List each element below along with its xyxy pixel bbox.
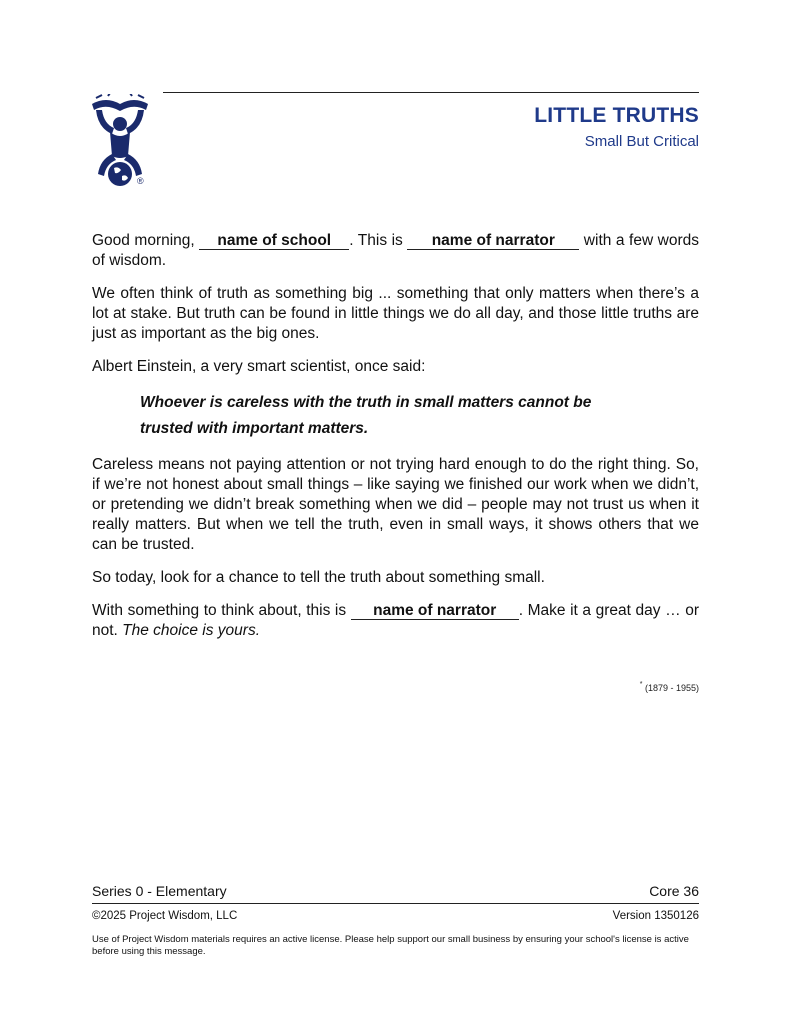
school-name-blank: name of school (199, 233, 349, 250)
careless-paragraph: Careless means not paying attention or not trying hard enough to do the right thing. So, if we’re not honest about small things – like saying we finished our work when we didn’t, or pretending we didn’t break something when we did – people may not trust us when it really matters. But when we tell the truth, even in small ways, it shows others that we can be trusted. (92, 456, 699, 553)
greeting-text-start: Good morning, (92, 232, 200, 249)
greeting-text-end: with a few words of wisdom. (92, 232, 699, 269)
truth-paragraph: We often think of truth as something big ... something that only matters when there’s a lot at stake. But truth can be found in little things we do all day, and those little truths are just as important as the big ones. (92, 285, 699, 342)
today-paragraph: So today, look for a chance to tell the truth about something small. (92, 569, 545, 586)
closing-paragraph (92, 601, 699, 641)
choice-tagline: The choice is yours. (122, 622, 261, 639)
einstein-dates (640, 683, 699, 693)
license-notice: Use of Project Wisdom materials requires an active license. Please help support our small business by ensuring your school's license is active before using this message. (92, 934, 689, 957)
page-subtitle: Small But Critical (584, 133, 699, 150)
copyright-text: ©2025 Project Wisdom, LLC (92, 910, 238, 922)
footer-rule (92, 903, 699, 904)
closing-narrator-blank: name of narrator (351, 603, 519, 620)
header-rule (163, 92, 699, 93)
closing-text-start: With something to think about, this is (92, 602, 351, 619)
footer-copyright-row (92, 910, 699, 922)
footer-series-row (92, 883, 699, 899)
series-label: Series 0 - Elementary (92, 883, 227, 899)
registered-mark: ® (137, 176, 144, 186)
dates-text: (1879 - 1955) (644, 683, 699, 693)
einstein-quote (140, 390, 699, 442)
core-label: Core 36 (649, 883, 699, 899)
page-title: LITTLE TRUTHS (534, 104, 699, 127)
quote-line-1: Whoever is careless with the truth in small matters cannot be (140, 394, 592, 411)
footnote-mark: * (639, 681, 643, 688)
narrator-name-blank: name of narrator (407, 233, 579, 250)
greeting-text-mid: . This is (349, 232, 408, 249)
version-text: Version 1350126 (612, 910, 699, 922)
closing-text-mid: . Make it a great day … or not. (92, 602, 699, 639)
einstein-intro: Albert Einstein, a very smart scientist, once said: (92, 358, 426, 375)
greeting-paragraph (92, 231, 699, 271)
message-body (92, 231, 699, 654)
quote-line-2: trusted with important matters. (140, 420, 369, 437)
